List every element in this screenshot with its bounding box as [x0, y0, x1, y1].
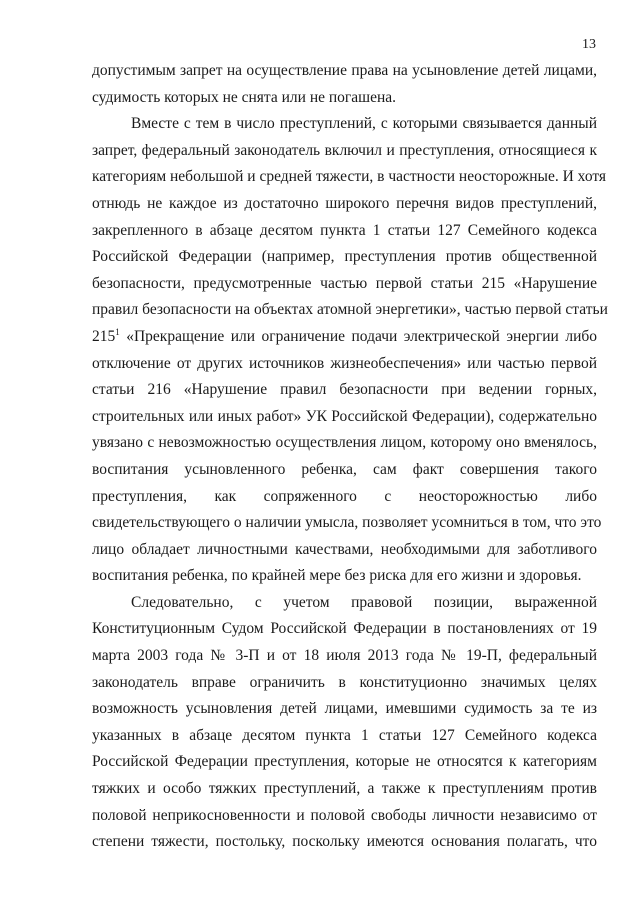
- text-line: лицо обладает личностными качествами, необходимыми для заботливого: [92, 540, 597, 558]
- text-line: преступления, как сопряженного с неосторожностью либо: [92, 487, 597, 505]
- article-number: 215: [92, 327, 116, 345]
- text-line: Вместе с тем в число преступлений, с которыми связывается данный: [131, 115, 597, 133]
- text-line: судимость которых не снята или не погашена.: [92, 88, 397, 106]
- text-line: безопасности, предусмотренные частью первой статьи 215 «Нарушение: [92, 274, 597, 292]
- text-line: возможность усыновления детей лицами, имевшими судимость за те из: [92, 700, 597, 718]
- text-line: допустимым запрет на осуществление права на усыновление детей лицами,: [92, 62, 597, 79]
- text-line: воспитания ребенка, по крайней мере без риска для его жизни и здоровья.: [92, 567, 582, 585]
- text-line: воспитания усыновленного ребенка, сам факт совершения такого: [92, 460, 597, 478]
- text-line: Российской Федерации преступления, которые не относятся к категориям: [92, 753, 597, 771]
- text-line: Следовательно, с учетом правовой позиции, выраженной: [131, 593, 597, 611]
- text-line: Российской Федерации (например, преступления против общественной: [92, 248, 597, 266]
- text-line: статьи 216 «Нарушение правил безопасности при ведении горных,: [92, 381, 597, 399]
- page-number: 13: [582, 37, 596, 52]
- text-line: увязано с невозможностью осуществления лицом, которому оно вменялось,: [92, 434, 597, 452]
- text-line: законодатель вправе ограничить в конституционно значимых целях: [92, 673, 597, 691]
- text-line: степени тяжести, постольку, поскольку имеются основания полагать, что: [92, 833, 597, 851]
- text-line: строительных или иных работ» УК Российской Федерации), содержательно: [92, 407, 597, 425]
- article-title: «Прекращение или ограничение подачи электрической энергии либо: [126, 327, 598, 345]
- paragraph-offenses: [92, 111, 608, 590]
- text-line: свидетельствующего о наличии умысла, позволяет усомниться в том, что это: [92, 514, 602, 532]
- text-line: отнюдь не каждое из достаточно широкого перечня видов преступлений,: [92, 194, 597, 212]
- body-text: [92, 58, 608, 856]
- text-line: правил безопасности на объектах атомной энергетики», частью первой статьи: [92, 301, 608, 319]
- text-line: категориям небольшой и средней тяжести, в частности неосторожные. И хотя: [92, 168, 607, 186]
- text-line: запрет, федеральный законодатель включил и преступления, относящиеся к: [92, 141, 597, 159]
- paragraph-continuation: [92, 58, 597, 111]
- text-line-article-215-1: [92, 324, 597, 351]
- text-line: указанных в абзаце десятом пункта 1 статьи 127 Семейного кодекса: [92, 726, 597, 744]
- text-line: марта 2003 года № 3-П и от 18 июля 2013 года № 19-П, федеральный: [92, 647, 597, 665]
- text-line: отключение от других источников жизнеобеспечения» или частью первой: [92, 354, 597, 372]
- paragraph-conclusion: [92, 590, 597, 856]
- text-line: тяжких и особо тяжких преступлений, а также к преступлениям против: [92, 780, 597, 798]
- article-superscript: 1: [115, 326, 120, 337]
- text-line: половой неприкосновенности и половой свободы личности независимо от: [92, 806, 597, 824]
- text-line: Конституционным Судом Российской Федерации в постановлениях от 19: [92, 620, 597, 638]
- text-line: закрепленного в абзаце десятом пункта 1 статьи 127 Семейного кодекса: [92, 221, 597, 239]
